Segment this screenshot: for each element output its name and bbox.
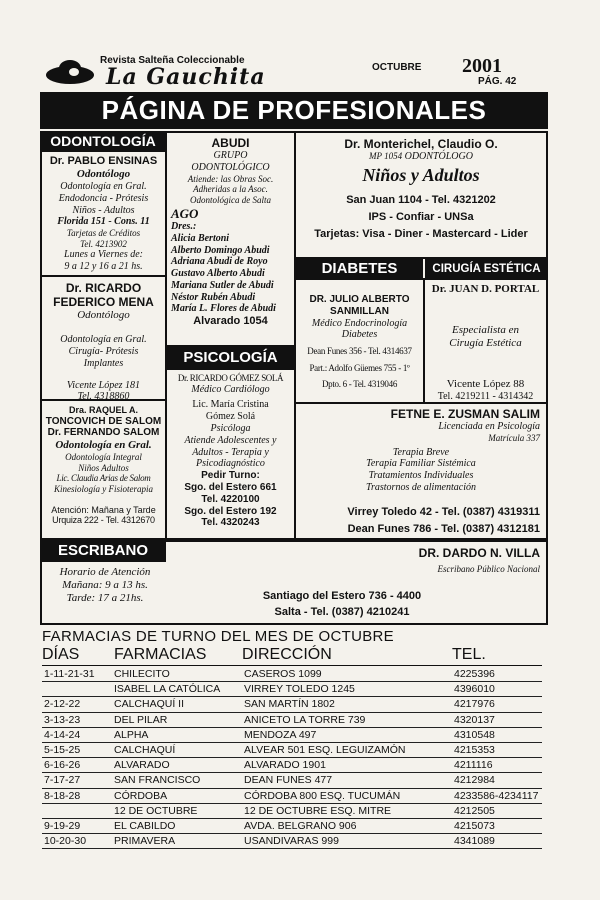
table-row — [42, 834, 542, 849]
farmacias-title: FARMACIAS DE TURNO DEL MES DE OCTUBRE — [42, 628, 394, 645]
fetne-line: Trastornos de alimentación — [365, 481, 476, 493]
page-title: PÁGINA DE PROFESIONALES — [40, 92, 548, 129]
diabetes-role: Diabetes — [341, 329, 378, 341]
diabetes-address: Dean Funes 356 - Tel. 4314637 — [307, 346, 412, 357]
psicologia-line: Pedir Turno: — [201, 470, 260, 482]
cell-direccion: DEAN FUNES 477 — [244, 774, 333, 787]
cirugia-role: Especialista en — [452, 323, 519, 336]
monterichel-name: Dr. Monterichel, Claudio O. — [344, 137, 498, 151]
toncovich-line: Kinesiología y Fisioterapia — [54, 484, 153, 494]
escribano-hours-title: Horario de Atención — [59, 566, 151, 578]
odontologia-banner: ODONTOLOGÍA — [40, 131, 166, 151]
gaucho-logo-icon — [44, 57, 96, 87]
cell-direccion: USANDIVARAS 999 — [244, 835, 339, 848]
table-row — [42, 682, 542, 697]
cell-dias: 10-20-30 — [44, 835, 87, 848]
abudi-doctor: Alberto Domingo Abudi — [171, 244, 270, 256]
escribano-banner: ESCRIBANO — [40, 540, 166, 562]
ensinas-line: 9 a 12 y 16 a 21 hs. — [64, 261, 143, 273]
cell-tel: 4212984 — [454, 774, 495, 787]
psicologia-line: Psicóloga — [210, 423, 251, 434]
cell-farmacia: 12 DE OCTUBRE — [114, 804, 198, 817]
abudi-line: Atiende: las Obras Soc. — [187, 173, 274, 184]
cirugia-banner: CIRUGÍA ESTÉTICA — [425, 259, 548, 279]
toncovich-name: Dr. FERNANDO SALOM — [47, 427, 160, 439]
cell-farmacia: ISABEL LA CATÓLICA — [114, 683, 221, 696]
monterichel-insurance: IPS - Confiar - UNSa — [368, 211, 474, 224]
issue-year: 2001 — [462, 55, 502, 77]
cell-dias: 4-14-24 — [44, 728, 81, 741]
psicologia-line: Tel. 4220100 — [201, 493, 260, 505]
psicologia-gomez-role: Médico Cardiólogo — [191, 383, 270, 395]
table-row — [42, 803, 542, 818]
psicologia-banner: PSICOLOGÍA — [167, 347, 294, 369]
cell-farmacia: ALVARADO — [114, 759, 170, 772]
cell-direccion: 12 DE OCTUBRE ESQ. MITRE — [244, 804, 392, 817]
diabetes-role: Médico Endocrinología — [311, 317, 408, 329]
cell-direccion: ANICETO LA TORRE 739 — [244, 713, 366, 726]
cirugia-tel: Tel. 4219211 - 4314342 — [437, 390, 534, 402]
cell-direccion: VIRREY TOLEDO 1245 — [244, 683, 355, 696]
table-row — [42, 788, 542, 803]
cell-dias: 2-12-22 — [44, 698, 81, 711]
cell-direccion: AVDA. BELGRANO 906 — [244, 819, 357, 832]
cell-dias: 5-15-25 — [44, 744, 81, 757]
table-row — [42, 712, 542, 727]
magazine-name: La Gauchita — [106, 64, 266, 90]
ensinas-line: Florida 151 - Cons. 11 — [57, 216, 150, 228]
abudi-line: GRUPO — [213, 150, 248, 162]
mena-line: Odontología en Gral. — [60, 334, 147, 346]
table-row — [42, 727, 542, 742]
monterichel-address: San Juan 1104 - Tel. 4321202 — [346, 194, 496, 207]
ensinas-line: Niños - Adultos — [72, 204, 135, 216]
escribano-name: DR. DARDO N. VILLA — [418, 546, 540, 560]
mena-name: FEDERICO MENA — [53, 295, 154, 310]
cell-tel: 4341089 — [454, 835, 495, 848]
magazine-subtitle: Revista Salteña Coleccionable — [100, 55, 245, 66]
cell-dias: 7-17-27 — [44, 774, 81, 787]
cell-farmacia: DEL PILAR — [114, 713, 168, 726]
cell-dias: 3-13-23 — [44, 713, 81, 726]
psicologia-gomez-name: Dr. RICARDO GÓMEZ SOLÁ — [177, 373, 284, 383]
cell-direccion: CASEROS 1099 — [244, 668, 322, 681]
cell-tel: 4233586-4234117 — [454, 789, 539, 802]
abudi-dres: Dres.: — [171, 220, 197, 232]
cirugia-address: Vicente López 88 — [446, 377, 525, 390]
cell-direccion: ALVEAR 501 ESQ. LEGUIZAMÓN — [244, 744, 406, 757]
monterichel-slogan: Niños y Adultos — [362, 164, 480, 185]
cell-direccion: ALVARADO 1901 — [244, 759, 326, 772]
cell-tel: 4217976 — [454, 698, 495, 711]
cell-tel: 4215353 — [454, 744, 495, 757]
table-row — [42, 667, 542, 682]
header-tel: TEL. — [452, 646, 486, 663]
escribano-afternoon: Tarde: 17 a 21hs. — [66, 591, 144, 604]
mena-role: Odontólogo — [77, 309, 130, 322]
farmacias-headers — [42, 646, 542, 666]
header-direccion: DIRECCIÓN — [242, 646, 332, 663]
toncovich-address: Urquiza 222 - Tel. 4312670 — [52, 515, 155, 526]
abudi-card — [165, 131, 296, 347]
header-dias: DÍAS — [42, 646, 80, 663]
abudi-doctor: Alicia Bertoni — [171, 232, 230, 244]
abudi-ago: AGO — [171, 205, 199, 221]
monterichel-card — [294, 131, 548, 259]
ensinas-line: Odontología en Gral. — [60, 180, 147, 192]
cell-farmacia: CALCHAQUÍ — [114, 744, 176, 757]
cell-farmacia: ALPHA — [114, 728, 149, 741]
farmacias-table — [42, 667, 542, 849]
cell-tel: 4320137 — [454, 713, 495, 726]
escribano-address: Santiago del Estero 736 - 4400 — [262, 590, 422, 602]
cell-direccion: CÓRDOBA 800 ESQ. TUCUMÁN — [244, 789, 401, 802]
abudi-line: Adheridas a la Asoc. — [193, 184, 268, 195]
fetne-matricula: Matrícula 337 — [488, 432, 540, 443]
cell-farmacia: CALCHAQUÍ II — [114, 698, 185, 711]
mena-card — [40, 275, 167, 401]
cell-farmacia: SAN FRANCISCO — [114, 774, 201, 787]
cell-dias: 9-19-29 — [44, 819, 81, 832]
fetne-address: Virrey Toledo 42 - Tel. (0387) 4319311 — [347, 505, 540, 518]
page-number: PÁG. 42 — [478, 76, 517, 87]
fetne-license: Licenciada en Psicología — [438, 421, 540, 433]
monterichel-mp: MP 1054 — [369, 151, 403, 162]
diabetes-banner: DIABETES — [296, 259, 423, 279]
abudi-doctor: María L. Flores de Abudi — [171, 303, 276, 315]
psicologia-line: Atiende Adolescentes y — [184, 434, 277, 446]
cirugia-role: Cirugía Estética — [449, 336, 522, 349]
fetne-line: Tratamientos Individuales — [368, 470, 474, 482]
toncovich-name: Dra. RAQUEL A. — [68, 405, 138, 415]
abudi-line: ODONTOLÓGICO — [191, 161, 270, 173]
abudi-line: Odontológica de Salta — [190, 194, 271, 205]
mena-tel: Tel. 4318860 — [77, 391, 130, 403]
abudi-address: Alvarado 1054 — [193, 315, 268, 328]
toncovich-role: Odontología en Gral. — [55, 439, 152, 452]
ensinas-name: Dr. PABLO ENSINAS — [49, 155, 158, 167]
fetne-name: FETNE E. ZUSMAN SALIM — [390, 407, 540, 421]
escribano-role: Escribano Público Nacional — [437, 564, 540, 574]
diabetes-card — [294, 278, 425, 404]
cell-dias: 6-16-26 — [44, 759, 81, 772]
abudi-doctor: Mariana Sutler de Abudi — [171, 279, 274, 291]
table-row — [42, 697, 542, 712]
mena-name: Dr. RICARDO — [65, 281, 142, 295]
cirugia-name: Dr. JUAN D. PORTAL — [431, 283, 540, 295]
cell-direccion: SAN MARTÍN 1802 — [244, 698, 335, 711]
issue-month: OCTUBRE — [372, 62, 422, 73]
cell-farmacia: CHILECITO — [114, 668, 170, 681]
psicologia-line: Gómez Solá — [205, 411, 256, 423]
psicologia-line: Sgo. del Estero 661 — [184, 481, 277, 493]
fetne-line: Terapia Familiar Sistémica — [366, 458, 476, 470]
cell-tel: 4396010 — [454, 683, 495, 696]
ensinas-line: Endodoncia - Prótesis — [58, 192, 149, 204]
escribano-morning: Mañana: 9 a 13 hs. — [62, 578, 148, 591]
cell-dias: 1-11-21-31 — [44, 668, 95, 681]
table-row — [42, 742, 542, 757]
abudi-name: ABUDI — [211, 136, 250, 150]
mena-line: Cirugía- Prótesis — [68, 346, 139, 358]
ensinas-line: Lunes a Viernes de: — [64, 249, 143, 261]
toncovich-name: TONCOVICH DE SALOM — [45, 415, 162, 427]
cell-farmacia: CÓRDOBA — [114, 789, 168, 802]
mena-line: Implantes — [83, 357, 124, 369]
magazine-header — [44, 55, 544, 89]
ensinas-line: Odontólogo — [76, 167, 131, 180]
escribano-address: Salta - Tel. (0387) 4210241 — [274, 606, 410, 618]
toncovich-line: Odontología Integral — [65, 452, 142, 463]
psicologia-line: Sgo. del Estero 192 — [184, 505, 277, 517]
table-row — [42, 773, 542, 788]
cirugia-card — [423, 278, 548, 404]
table-row — [42, 818, 542, 833]
abudi-doctor: Gustavo Alberto Abudi — [171, 268, 265, 280]
cell-tel: 4212505 — [454, 804, 495, 817]
psicologia-line: Lic. María Cristina — [192, 399, 269, 411]
fetne-line: Terapia Breve — [392, 446, 450, 458]
fetne-card — [294, 402, 548, 540]
ensinas-card — [40, 150, 167, 277]
cell-dias — [42, 682, 112, 697]
toncovich-card — [40, 399, 167, 540]
toncovich-hours: Atención: Mañana y Tarde — [51, 504, 156, 515]
cell-farmacia: PRIMAVERA — [114, 835, 176, 848]
monterichel-cards: Tarjetas: Visa - Diner - Mastercard - Lider — [314, 228, 528, 241]
fetne-address: Dean Funes 786 - Tel. (0387) 4312181 — [347, 522, 540, 535]
psicologia-card — [165, 368, 296, 540]
psicologia-line: Psicodiagnóstico — [196, 458, 265, 470]
abudi-doctor: Néstor Rubén Abudi — [171, 291, 256, 303]
table-row — [42, 758, 542, 773]
mena-address: Vicente López 181 — [66, 379, 141, 391]
diabetes-address: Part.: Adolfo Güemes 755 - 1º — [309, 362, 410, 373]
cell-tel: 4310548 — [454, 728, 495, 741]
toncovich-line: Lic. Claudia Arias de Salom — [56, 473, 151, 484]
diabetes-name: SANMILLAN — [330, 305, 389, 317]
cell-farmacia: EL CABILDO — [114, 819, 176, 832]
escribano-card — [40, 540, 548, 625]
abudi-doctor: Adriana Abudi de Royo — [171, 256, 268, 268]
cell-dias — [42, 803, 112, 818]
toncovich-line: Niños Adultos — [78, 462, 129, 473]
cell-direccion: MENDOZA 497 — [244, 728, 317, 741]
cell-tel: 4211116 — [454, 759, 493, 772]
ensinas-line: Tarjetas de Créditos — [66, 228, 141, 239]
cell-tel: 4215073 — [454, 819, 495, 832]
psicologia-line: Tel. 4320243 — [201, 517, 260, 529]
cell-dias: 8-18-28 — [44, 789, 81, 802]
monterichel-role: ODONTÓLOGO — [404, 151, 473, 163]
cell-tel: 4225396 — [454, 668, 495, 681]
header-farmacias: FARMACIAS — [114, 646, 207, 663]
diabetes-name: DR. JULIO ALBERTO — [309, 294, 410, 305]
ensinas-line: Tel. 4213902 — [80, 238, 127, 249]
diabetes-address: Dpto. 6 - Tel. 4319046 — [321, 379, 398, 390]
psicologia-line: Adultos - Terapia y — [192, 446, 269, 458]
